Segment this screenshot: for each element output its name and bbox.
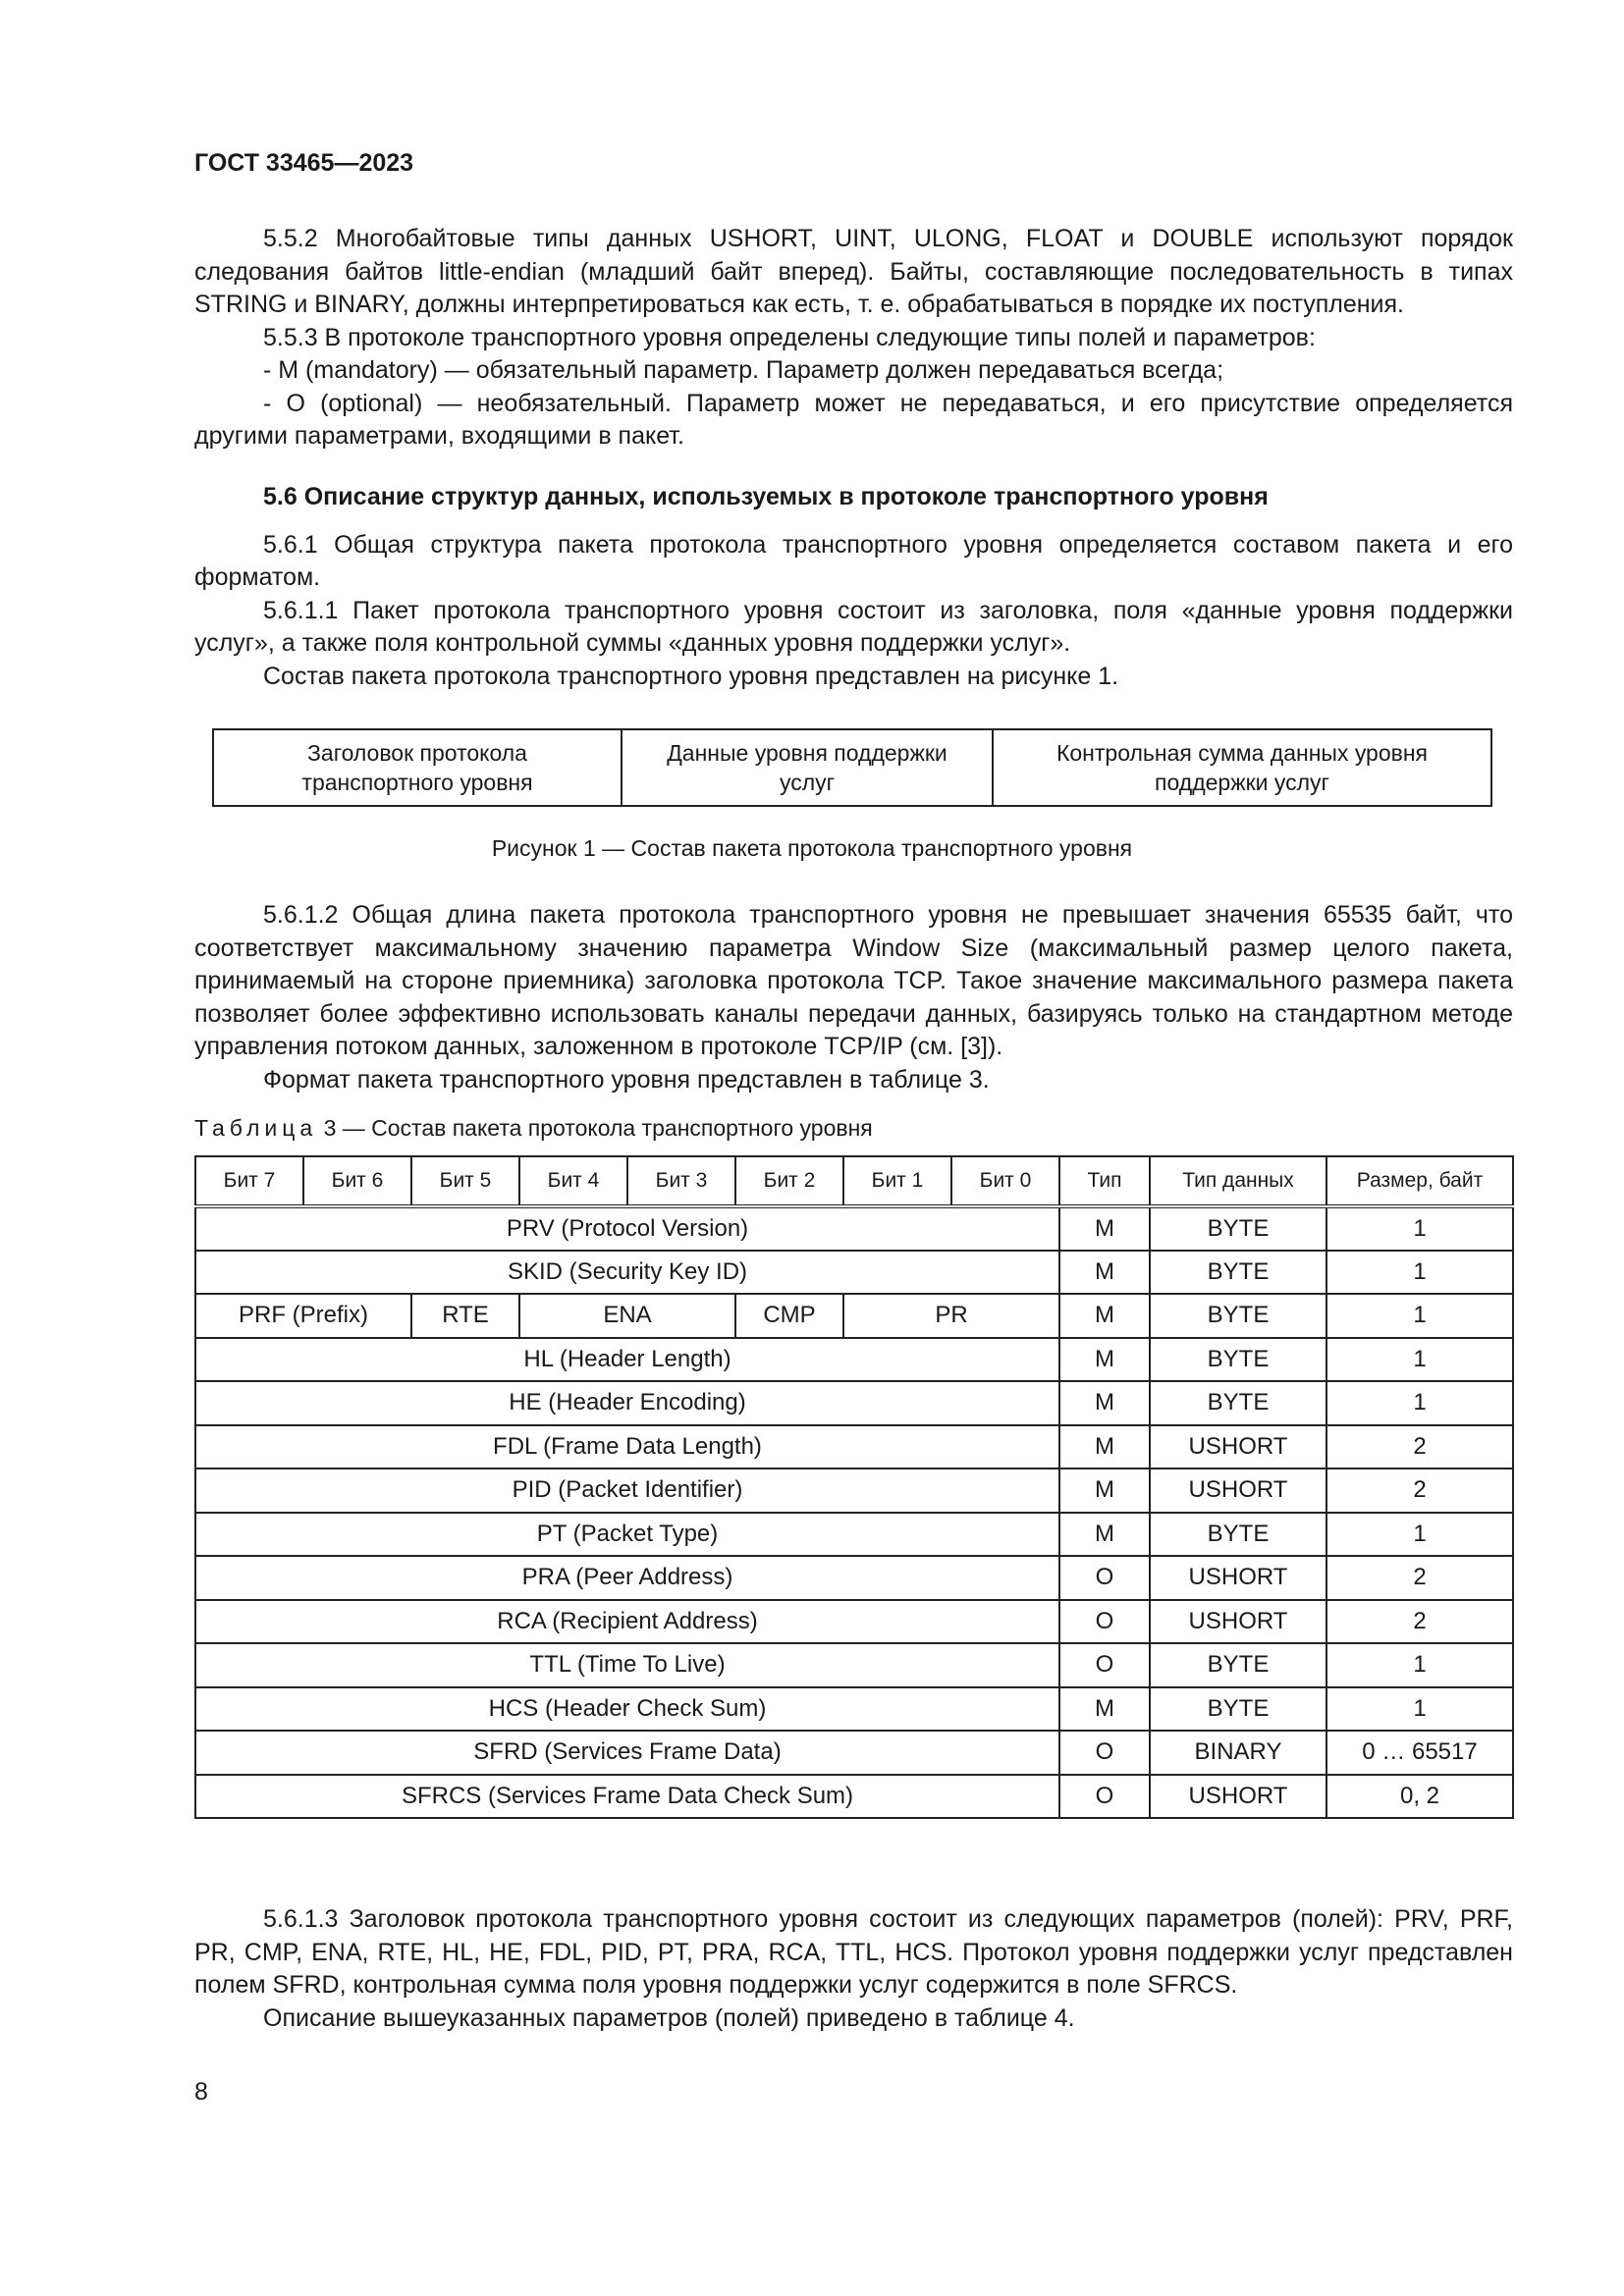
size-cell: 1 [1326, 1294, 1513, 1338]
paragraph-5-6-1-3: 5.6.1.3 Заголовок протокола транспортного уровня состоит из следующих параметров (полей): PRV, PRF, PR, CMP, ENA, RTE, HL, HE, FDL, PID, PT, PRA, RCA, TTL, HCS. Протокол уровня поддержки услуг представлен полем SFRD, контрольная сумма поля уровня поддержки услуг содержится в поле SFRCS. [194, 1905, 1513, 1999]
field-name-cell: HL (Header Length) [195, 1338, 1059, 1382]
type-cell: M [1059, 1294, 1150, 1338]
type-cell: O [1059, 1643, 1150, 1687]
header-bit-0: Бит 0 [951, 1156, 1059, 1206]
data-type-cell: USHORT [1150, 1556, 1326, 1600]
section-heading: 5.6 Описание структур данных, используемых в протоколе транспортного уровня [263, 483, 1269, 510]
header-bit-4: Бит 4 [519, 1156, 627, 1206]
type-cell: O [1059, 1556, 1150, 1600]
table-row [195, 1425, 1513, 1469]
figure-cell-checksum: Контрольная сумма данных уровня поддержки услуг [1056, 740, 1429, 795]
header-bit-6: Бит 6 [303, 1156, 411, 1206]
size-cell: 1 [1326, 1513, 1513, 1557]
size-cell: 1 [1326, 1687, 1513, 1732]
table-row [195, 1775, 1513, 1819]
data-type-cell: BYTE [1150, 1251, 1326, 1295]
table-row [195, 1687, 1513, 1732]
table-row [195, 1556, 1513, 1600]
type-cell: M [1059, 1251, 1150, 1295]
type-cell: M [1059, 1338, 1150, 1382]
table-caption-text: 3 — Состав пакета протокола транспортного уровня [317, 1115, 873, 1141]
field-name-cell: FDL (Frame Data Length) [195, 1425, 1059, 1469]
header-bit-7: Бит 7 [195, 1156, 303, 1206]
figure-1-packet-structure [212, 728, 1492, 807]
section-5-6-1-2 [194, 899, 1513, 1096]
header-bit-3: Бит 3 [627, 1156, 735, 1206]
paragraph-figure-ref: Состав пакета протокола транспортного уровня представлен на рисунке 1. [263, 662, 1119, 690]
size-cell: 2 [1326, 1600, 1513, 1644]
data-type-cell: BYTE [1150, 1687, 1326, 1732]
page-number: 8 [194, 2078, 208, 2106]
paragraph-5-5-2: 5.5.2 Многобайтовые типы данных USHORT, UINT, ULONG, FLOAT и DOUBLE используют порядок следования байтов little-endian (младший байт вперед). Байты, составляющие последовательность в типах STRING и BINARY, должны интерпретироваться как есть, т. е. обрабатываться в порядке их поступления. [194, 225, 1513, 318]
data-type-cell: USHORT [1150, 1600, 1326, 1644]
paragraph-table4-ref: Описание вышеуказанных параметров (полей) приведено в таблице 4. [263, 2003, 1075, 2032]
field-name-cell: SKID (Security Key ID) [195, 1251, 1059, 1295]
size-cell: 2 [1326, 1425, 1513, 1469]
header-bit-5: Бит 5 [411, 1156, 519, 1206]
document-code: ГОСТ 33465—2023 [194, 149, 414, 177]
section-5-6-1-3 [194, 1903, 1513, 2035]
data-type-cell: BYTE [1150, 1206, 1326, 1251]
section-5-6 [194, 481, 1513, 693]
table-header-row [195, 1156, 1513, 1206]
field-name-cell: HE (Header Encoding) [195, 1381, 1059, 1425]
bit-field-cell: CMP [735, 1294, 843, 1338]
data-type-cell: BYTE [1150, 1294, 1326, 1338]
table-row [195, 1381, 1513, 1425]
field-name-cell: SFRD (Services Frame Data) [195, 1731, 1059, 1775]
table-caption [194, 1115, 873, 1142]
table-row [195, 1513, 1513, 1557]
type-cell: O [1059, 1775, 1150, 1819]
field-name-cell: RCA (Recipient Address) [195, 1600, 1059, 1644]
data-type-cell: USHORT [1150, 1425, 1326, 1469]
size-cell: 1 [1326, 1381, 1513, 1425]
list-item-mandatory: - M (mandatory) — обязательный параметр. Параметр должен передаваться всегда; [263, 356, 1224, 384]
table-row [195, 1468, 1513, 1513]
figure-cell-header: Заголовок протокола транспортного уровня [214, 730, 623, 805]
type-cell: M [1059, 1206, 1150, 1251]
paragraph-5-6-1-1: 5.6.1.1 Пакет протокола транспортного уровня состоит из заголовка, поля «данные уровня поддержки услуг», а также поля контрольной суммы «данных уровня поддержки услуг». [194, 596, 1513, 657]
type-cell: M [1059, 1425, 1150, 1469]
field-name-cell: PT (Packet Type) [195, 1513, 1059, 1557]
data-type-cell: BYTE [1150, 1513, 1326, 1557]
size-cell: 0, 2 [1326, 1775, 1513, 1819]
table-3 [194, 1155, 1514, 1819]
data-type-cell: BYTE [1150, 1381, 1326, 1425]
size-cell: 1 [1326, 1338, 1513, 1382]
header-type: Тип [1059, 1156, 1150, 1206]
size-cell: 2 [1326, 1468, 1513, 1513]
field-name-cell: PRV (Protocol Version) [195, 1206, 1059, 1251]
type-cell: O [1059, 1600, 1150, 1644]
size-cell: 2 [1326, 1556, 1513, 1600]
table-row [195, 1338, 1513, 1382]
size-cell: 0 … 65517 [1326, 1731, 1513, 1775]
data-type-cell: BYTE [1150, 1338, 1326, 1382]
header-bit-1: Бит 1 [843, 1156, 951, 1206]
field-name-cell: PID (Packet Identifier) [195, 1468, 1059, 1513]
type-cell: M [1059, 1381, 1150, 1425]
bit-field-cell: RTE [411, 1294, 519, 1338]
paragraph-5-5-3: 5.5.3 В протоколе транспортного уровня определены следующие типы полей и параметров: [263, 323, 1316, 351]
table-row [195, 1731, 1513, 1775]
paragraph-5-6-1: 5.6.1 Общая структура пакета протокола транспортного уровня определяется составом пакета и его форматом. [194, 530, 1513, 591]
table-row [195, 1206, 1513, 1251]
header-data-type: Тип данных [1150, 1156, 1326, 1206]
type-cell: M [1059, 1468, 1150, 1513]
data-type-cell: USHORT [1150, 1775, 1326, 1819]
paragraph-table-ref: Формат пакета транспортного уровня представлен в таблице 3. [263, 1065, 990, 1094]
figure-caption: Рисунок 1 — Состав пакета протокола транспортного уровня [491, 835, 1133, 861]
bit-field-cell: PRF (Prefix) [195, 1294, 411, 1338]
size-cell: 1 [1326, 1251, 1513, 1295]
table-row [195, 1643, 1513, 1687]
table-row [195, 1251, 1513, 1295]
table-row [195, 1600, 1513, 1644]
type-cell: M [1059, 1687, 1150, 1732]
paragraph-5-6-1-2: 5.6.1.2 Общая длина пакета протокола транспортного уровня не превышает значения 65535 байт, что соответствует максимальному значению параметра Window Size (максимальный размер целого пакета, принимаемый на стороне приемника) заголовка протокола TCP. Такое значение максимального размера пакета позволяет более эффективно использовать каналы передачи данных, базируясь только на стандартном методе управления потоком данных, заложенном в протоколе TCP/IP (см. [3]). [194, 901, 1513, 1060]
data-type-cell: BYTE [1150, 1643, 1326, 1687]
field-name-cell: SFRCS (Services Frame Data Check Sum) [195, 1775, 1059, 1819]
header-bit-2: Бит 2 [735, 1156, 843, 1206]
data-type-cell: BINARY [1150, 1731, 1326, 1775]
bit-field-cell: ENA [519, 1294, 735, 1338]
field-name-cell: PRA (Peer Address) [195, 1556, 1059, 1600]
type-cell: M [1059, 1513, 1150, 1557]
bit-field-cell: PR [843, 1294, 1059, 1338]
data-type-cell: USHORT [1150, 1468, 1326, 1513]
field-name-cell: HCS (Header Check Sum) [195, 1687, 1059, 1732]
field-name-cell: TTL (Time To Live) [195, 1643, 1059, 1687]
table-row [195, 1294, 1513, 1338]
type-cell: O [1059, 1731, 1150, 1775]
size-cell: 1 [1326, 1206, 1513, 1251]
section-5-5 [194, 223, 1513, 454]
list-item-optional: - O (optional) — необязательный. Параметр может не передаваться, и его присутствие определяется другими параметрами, входящими в пакет. [194, 389, 1513, 450]
figure-cell-data: Данные уровня поддержки услуг [623, 730, 994, 805]
size-cell: 1 [1326, 1643, 1513, 1687]
header-size: Размер, байт [1326, 1156, 1513, 1206]
table-caption-label: Таблица [194, 1115, 318, 1141]
